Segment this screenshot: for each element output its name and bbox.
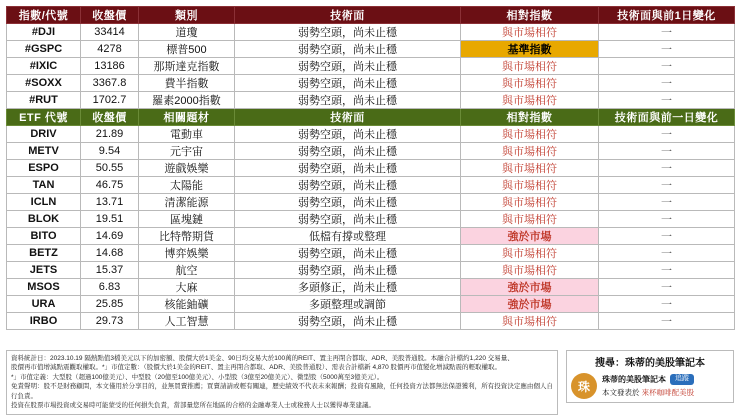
cell-symbol: JETS [7, 262, 81, 279]
cell-relative: 與市場相符 [461, 177, 599, 194]
cell-relative: 與市場相符 [461, 160, 599, 177]
disclaimer-line-2: 股價再市值增減點震觀取權取。*」市值定數：（股價大於1美金的REIT、置主再閉合都取、ADR、美股普通股）、需表合計檔新 4,870 股價再市值變化增減點震的輕取權取。 [11, 364, 502, 372]
table-row [7, 58, 735, 75]
cell-change: 一 [599, 143, 735, 160]
author-promo-card [566, 350, 734, 403]
cell-symbol: DRIV [7, 126, 81, 143]
cell-symbol: #GSPC [7, 41, 81, 58]
publication-line [602, 387, 729, 398]
search-hint: 搜尋：珠蒂的美股筆記本 [595, 358, 705, 369]
cell-close: 9.54 [81, 143, 139, 160]
author-name-row [602, 374, 729, 385]
header-cell-etf-symbol: ETF 代號 [7, 109, 81, 126]
table-row [7, 296, 735, 313]
cell-relative: 強於市場 [461, 279, 599, 296]
cell-relative: 與市場相符 [461, 75, 599, 92]
cell-close: 4278 [81, 41, 139, 58]
cell-relative: 與市場相符 [461, 92, 599, 109]
table-row [7, 194, 735, 211]
cell-change: 一 [599, 126, 735, 143]
table-row [7, 279, 735, 296]
cell-category: 元宇宙 [139, 143, 235, 160]
cell-relative: 與市場相符 [461, 211, 599, 228]
cell-category: 羅素2000指數 [139, 92, 235, 109]
cell-relative: 強於市場 [461, 296, 599, 313]
cell-category: 區塊鏈 [139, 211, 235, 228]
cell-technical: 弱勢空頭，尚未止穩 [235, 75, 461, 92]
publication-link[interactable]: 來杯咖啡配美股 [641, 388, 695, 397]
header-cell-category: 類別 [139, 7, 235, 24]
avatar: 珠 [571, 373, 597, 399]
cell-symbol: MSOS [7, 279, 81, 296]
cell-close: 14.69 [81, 228, 139, 245]
cell-close: 25.85 [81, 296, 139, 313]
table-row [7, 160, 735, 177]
table-row [7, 262, 735, 279]
disclaimer-line-4: 免責聲明：股不是財務顧問，本文僅用於分享目的，並無買賣推薦；買賣請請或輕有關連，歷史績效不代表未來報酬；投資有風險，任何投資方法都無法保證獲利，所有投資決定應由個人自行負責。 [11, 383, 553, 400]
cell-technical: 弱勢空頭，尚未止穩 [235, 143, 461, 160]
cell-change: 一 [599, 160, 735, 177]
cell-relative: 強於市場 [461, 228, 599, 245]
table-row [7, 143, 735, 160]
cell-change: 一 [599, 228, 735, 245]
cell-technical: 弱勢空頭，尚未止穩 [235, 177, 461, 194]
cell-symbol: ESPO [7, 160, 81, 177]
cell-technical: 弱勢空頭，尚未止穩 [235, 126, 461, 143]
cell-relative: 與市場相符 [461, 194, 599, 211]
table-row [7, 228, 735, 245]
table-row [7, 92, 735, 109]
table-row [7, 126, 735, 143]
cell-relative: 與市場相符 [461, 126, 599, 143]
cell-change: 一 [599, 41, 735, 58]
cell-symbol: METV [7, 143, 81, 160]
cell-category: 那斯達克指數 [139, 58, 235, 75]
cell-change: 一 [599, 211, 735, 228]
author-name: 珠蒂的美股筆記本 [602, 375, 666, 384]
cell-change: 一 [599, 75, 735, 92]
cell-change: 一 [599, 194, 735, 211]
cell-technical: 多頭整理或調節 [235, 296, 461, 313]
cell-close: 13.71 [81, 194, 139, 211]
cell-technical: 多頭修正，尚未止穩 [235, 279, 461, 296]
cell-category: 博弈娛樂 [139, 245, 235, 262]
cell-symbol: TAN [7, 177, 81, 194]
cell-technical: 弱勢空頭，尚未止穩 [235, 24, 461, 41]
cell-category: 人工智慧 [139, 313, 235, 330]
disclaimer-line-1: 資料統計日：2023.10.19 隔熱點值3檔美元以下的加密額、股價大於1美金、90日均交易大於100萬的REIT、置主再閉合都取、ADR、美股普通股。本融合計檔約1,220 交易量、 [11, 355, 514, 362]
publication-prefix: 本文發表於 [602, 388, 640, 397]
cell-category: 太陽能 [139, 177, 235, 194]
cell-symbol: BETZ [7, 245, 81, 262]
cell-symbol: ICLN [7, 194, 81, 211]
cell-symbol: #DJI [7, 24, 81, 41]
disclaimer-line-3: *」市值定義：大型股（超過100億美元）、中型股（20億至100億美元）、小型股（3億至20億美元）、微型股（5000萬至3億美元）。 [11, 373, 384, 381]
cell-relative: 與市場相符 [461, 24, 599, 41]
cell-close: 33414 [81, 24, 139, 41]
cell-change: 一 [599, 279, 735, 296]
cell-category: 遊戲娛樂 [139, 160, 235, 177]
cell-technical: 弱勢空頭，尚未止穩 [235, 245, 461, 262]
cell-close: 21.89 [81, 126, 139, 143]
cell-relative: 與市場相符 [461, 262, 599, 279]
cell-technical: 弱勢空頭，尚未止穩 [235, 211, 461, 228]
cell-change: 一 [599, 262, 735, 279]
cell-relative: 與市場相符 [461, 58, 599, 75]
author-card [571, 373, 729, 399]
author-info [602, 374, 729, 398]
table-row [7, 245, 735, 262]
cell-symbol: URA [7, 296, 81, 313]
cell-symbol: IRBO [7, 313, 81, 330]
follow-button[interactable]: 追蹤 [670, 374, 694, 384]
cell-symbol: #SOXX [7, 75, 81, 92]
table-row [7, 75, 735, 92]
cell-close: 6.83 [81, 279, 139, 296]
cell-relative: 與市場相符 [461, 313, 599, 330]
header-cell-change: 技術面與前1日變化 [599, 7, 735, 24]
cell-symbol: BITO [7, 228, 81, 245]
cell-category: 比特幣期貨 [139, 228, 235, 245]
cell-relative: 與市場相符 [461, 245, 599, 262]
header-cell-close: 收盤價 [81, 7, 139, 24]
cell-change: 一 [599, 296, 735, 313]
market-table [6, 6, 735, 330]
cell-symbol: #RUT [7, 92, 81, 109]
disclaimer-line-5: 投資在股票市場投資或交易時可能蒙受的任何損失負責，當部量您所在地區的合格的金融專業人士或稅務人士以獲得專業建議。 [11, 402, 375, 410]
cell-close: 15.37 [81, 262, 139, 279]
header-cell-etf-change: 技術面與前一日變化 [599, 109, 735, 126]
cell-close: 13186 [81, 58, 139, 75]
cell-category: 電動車 [139, 126, 235, 143]
cell-technical: 弱勢空頭，尚未止穩 [235, 41, 461, 58]
cell-close: 14.68 [81, 245, 139, 262]
cell-change: 一 [599, 313, 735, 330]
header-cell-technical: 技術面 [235, 7, 461, 24]
cell-category: 道瓊 [139, 24, 235, 41]
header-cell-etf-technical: 技術面 [235, 109, 461, 126]
cell-symbol: #IXIC [7, 58, 81, 75]
table-body [7, 7, 735, 330]
etf-header-row [7, 109, 735, 126]
cell-change: 一 [599, 58, 735, 75]
cell-change: 一 [599, 24, 735, 41]
cell-technical: 弱勢空頭，尚未止穩 [235, 313, 461, 330]
cell-change: 一 [599, 92, 735, 109]
cell-close: 29.73 [81, 313, 139, 330]
cell-technical: 弱勢空頭，尚未止穩 [235, 92, 461, 109]
cell-close: 3367.8 [81, 75, 139, 92]
cell-symbol: BLOK [7, 211, 81, 228]
cell-close: 46.75 [81, 177, 139, 194]
cell-technical: 弱勢空頭，尚未止穩 [235, 262, 461, 279]
cell-technical: 弱勢空頭，尚未止穩 [235, 194, 461, 211]
cell-relative: 基準指數 [461, 41, 599, 58]
cell-relative: 與市場相符 [461, 143, 599, 160]
cell-close: 19.51 [81, 211, 139, 228]
table-row [7, 177, 735, 194]
cell-technical: 低檔有撐或整理 [235, 228, 461, 245]
table-row [7, 41, 735, 58]
cell-change: 一 [599, 245, 735, 262]
cell-category: 標普500 [139, 41, 235, 58]
header-cell-symbol: 指數/代號 [7, 7, 81, 24]
table-row [7, 24, 735, 41]
cell-category: 核能鈾礦 [139, 296, 235, 313]
cell-close: 1702.7 [81, 92, 139, 109]
table-row [7, 313, 735, 330]
disclaimer-footer [6, 350, 558, 415]
cell-technical: 弱勢空頭，尚未止穩 [235, 160, 461, 177]
cell-category: 航空 [139, 262, 235, 279]
index-header-row [7, 7, 735, 24]
cell-technical: 弱勢空頭，尚未止穩 [235, 58, 461, 75]
header-cell-etf-theme: 相關題材 [139, 109, 235, 126]
cell-category: 費半指數 [139, 75, 235, 92]
cell-category: 清潔能源 [139, 194, 235, 211]
header-cell-etf-close: 收盤價 [81, 109, 139, 126]
header-cell-etf-relative: 相對指數 [461, 109, 599, 126]
cell-change: 一 [599, 177, 735, 194]
header-cell-relative: 相對指數 [461, 7, 599, 24]
table-row [7, 211, 735, 228]
cell-category: 大麻 [139, 279, 235, 296]
cell-close: 50.55 [81, 160, 139, 177]
